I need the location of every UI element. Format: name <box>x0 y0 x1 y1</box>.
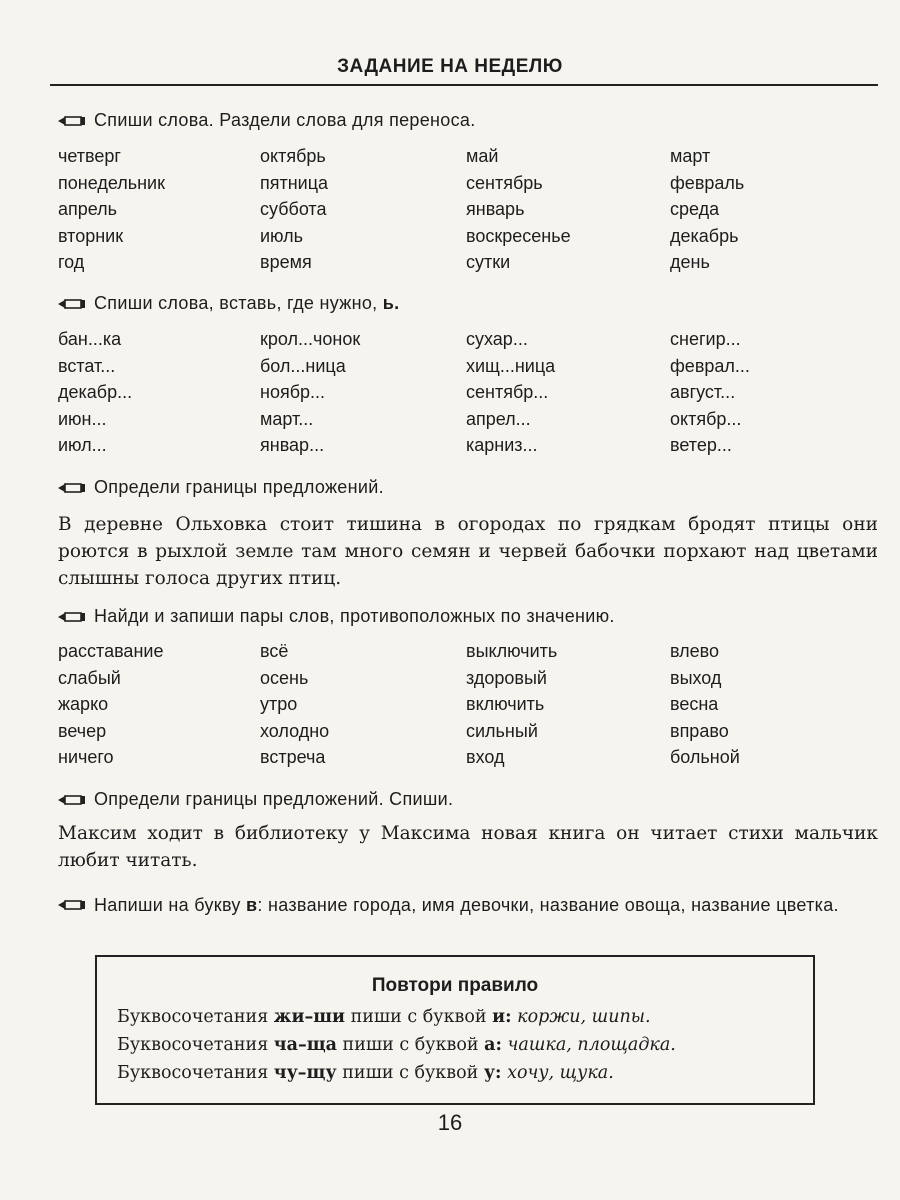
pencil-icon <box>58 610 86 624</box>
word: утро <box>260 694 298 714</box>
rule-examples: хочу, щука. <box>507 1063 614 1083</box>
word: вечер <box>58 720 107 741</box>
word: март... <box>260 408 314 429</box>
word: выход <box>670 667 722 688</box>
word: четверг <box>58 146 121 166</box>
word: ветер... <box>670 435 732 455</box>
rule-letter: а: <box>484 1035 502 1055</box>
letter-combination: жи–ши <box>273 1007 345 1027</box>
word: хищ...ница <box>466 355 556 376</box>
word: воскресенье <box>466 225 571 246</box>
rule-examples: коржи, шипы. <box>517 1007 651 1027</box>
word: пятница <box>260 172 329 193</box>
rule-line <box>117 1063 614 1083</box>
task-3-text: Определи границы предложений. <box>94 477 384 497</box>
word: ноябр... <box>260 382 326 402</box>
task-1-text: Спиши слова. Раздели слова для переноса. <box>94 110 476 130</box>
word: снегир... <box>670 329 741 349</box>
word: жарко <box>58 694 109 714</box>
task-1-instruction <box>58 110 476 131</box>
word: сентябрь <box>466 172 543 193</box>
word: октябр... <box>670 408 742 429</box>
word: весна <box>670 694 719 714</box>
rule-text: пиши с буквой <box>336 1035 485 1055</box>
word: включить <box>466 694 545 714</box>
word: сутки <box>466 252 511 272</box>
word: апрел... <box>466 408 531 429</box>
word: встат... <box>58 355 116 376</box>
rule-text: Буквосочетания <box>117 1063 274 1083</box>
word: больной <box>670 747 740 767</box>
word: день <box>670 252 710 272</box>
word: влево <box>670 641 720 661</box>
word: июл... <box>58 435 107 455</box>
rule-title: Повтори правило <box>371 975 539 996</box>
letter-v: в <box>246 895 258 915</box>
task-6-instruction <box>58 892 874 919</box>
word: август... <box>670 382 736 402</box>
word: сухар... <box>466 329 528 349</box>
task-5-instruction <box>58 789 453 810</box>
word: ничего <box>58 747 114 767</box>
rule-text: пиши с буквой <box>336 1063 484 1083</box>
rule-text: пиши с буквой <box>345 1007 493 1027</box>
rule-examples: чашка, площадка. <box>507 1035 676 1055</box>
rule-text: Буквосочетания <box>117 1007 274 1027</box>
soft-sign-letter: ь. <box>382 293 400 313</box>
word: вправо <box>670 720 729 741</box>
header-divider <box>50 84 878 86</box>
rule-letter: у: <box>483 1063 502 1083</box>
letter-combination: ча–ща <box>273 1035 337 1055</box>
word: встреча <box>260 747 326 767</box>
task-5-paragraph: Максим ходит в библиотеку у Максима новая книга он читает стихи мальчик любит читать. <box>58 823 878 871</box>
task-2-text: Спиши слова, вставь, где нужно, <box>94 293 383 313</box>
word: январ... <box>260 435 325 455</box>
letter-combination: чу–щу <box>273 1063 337 1083</box>
word: суббота <box>260 199 327 219</box>
word: декабрь <box>670 225 739 246</box>
word: среда <box>670 199 720 219</box>
task-4-text: Найди и запиши пары слов, противоположных по значению. <box>94 606 615 626</box>
task-6-text: Напиши на букву <box>94 895 247 915</box>
task-6-text-rest: : название города, имя девочки, название овоща, название цветка. <box>257 895 839 915</box>
pencil-icon <box>58 114 86 128</box>
word: карниз... <box>466 435 538 455</box>
word: расставание <box>58 641 164 661</box>
word: октябрь <box>260 146 326 166</box>
rule-line <box>117 1035 676 1055</box>
word: выключить <box>466 641 558 661</box>
word: вход <box>466 747 505 767</box>
word: декабр... <box>58 382 133 402</box>
word: здоровый <box>466 667 547 688</box>
word: май <box>466 146 499 166</box>
rule-box <box>95 955 815 1105</box>
word: февраль <box>670 172 745 193</box>
pencil-icon <box>58 793 86 807</box>
pencil-icon <box>58 297 86 311</box>
word: слабый <box>58 667 121 688</box>
word: крол...чонок <box>260 329 361 349</box>
rule-letter: и: <box>492 1007 512 1027</box>
word: июль <box>260 225 304 246</box>
word: бол...ница <box>260 355 346 376</box>
pencil-icon <box>58 481 86 495</box>
word: всё <box>260 641 289 661</box>
word: холодно <box>260 720 330 741</box>
task-3-paragraph: В деревне Ольховка стоит тишина в огородах по грядкам бродят птицы они роются в рыхлой земле там много семян и червей бабочки порхают над цветами слышны голоса других птиц. <box>58 514 878 589</box>
task-3-instruction <box>58 477 384 498</box>
word: осень <box>260 667 309 688</box>
word: вторник <box>58 225 124 246</box>
word: март <box>670 146 711 166</box>
word: апрель <box>58 199 118 219</box>
page-number: 16 <box>437 1110 463 1135</box>
rule-line <box>117 1007 651 1027</box>
word: понедельник <box>58 172 165 193</box>
page-title: ЗАДАНИЕ НА НЕДЕЛЮ <box>337 56 563 77</box>
word: бан...ка <box>58 329 122 349</box>
word: время <box>260 252 312 272</box>
word: сентябр... <box>466 382 549 402</box>
rule-text: Буквосочетания <box>117 1035 274 1055</box>
word: феврал... <box>670 355 750 376</box>
word: год <box>58 252 85 272</box>
word: июн... <box>58 408 107 429</box>
word: сильный <box>466 720 538 741</box>
pencil-icon <box>58 898 86 912</box>
word: январь <box>466 199 525 219</box>
task-2-instruction <box>58 293 399 314</box>
task-4-instruction <box>58 606 615 627</box>
task-5-text: Определи границы предложений. Спиши. <box>94 789 454 809</box>
